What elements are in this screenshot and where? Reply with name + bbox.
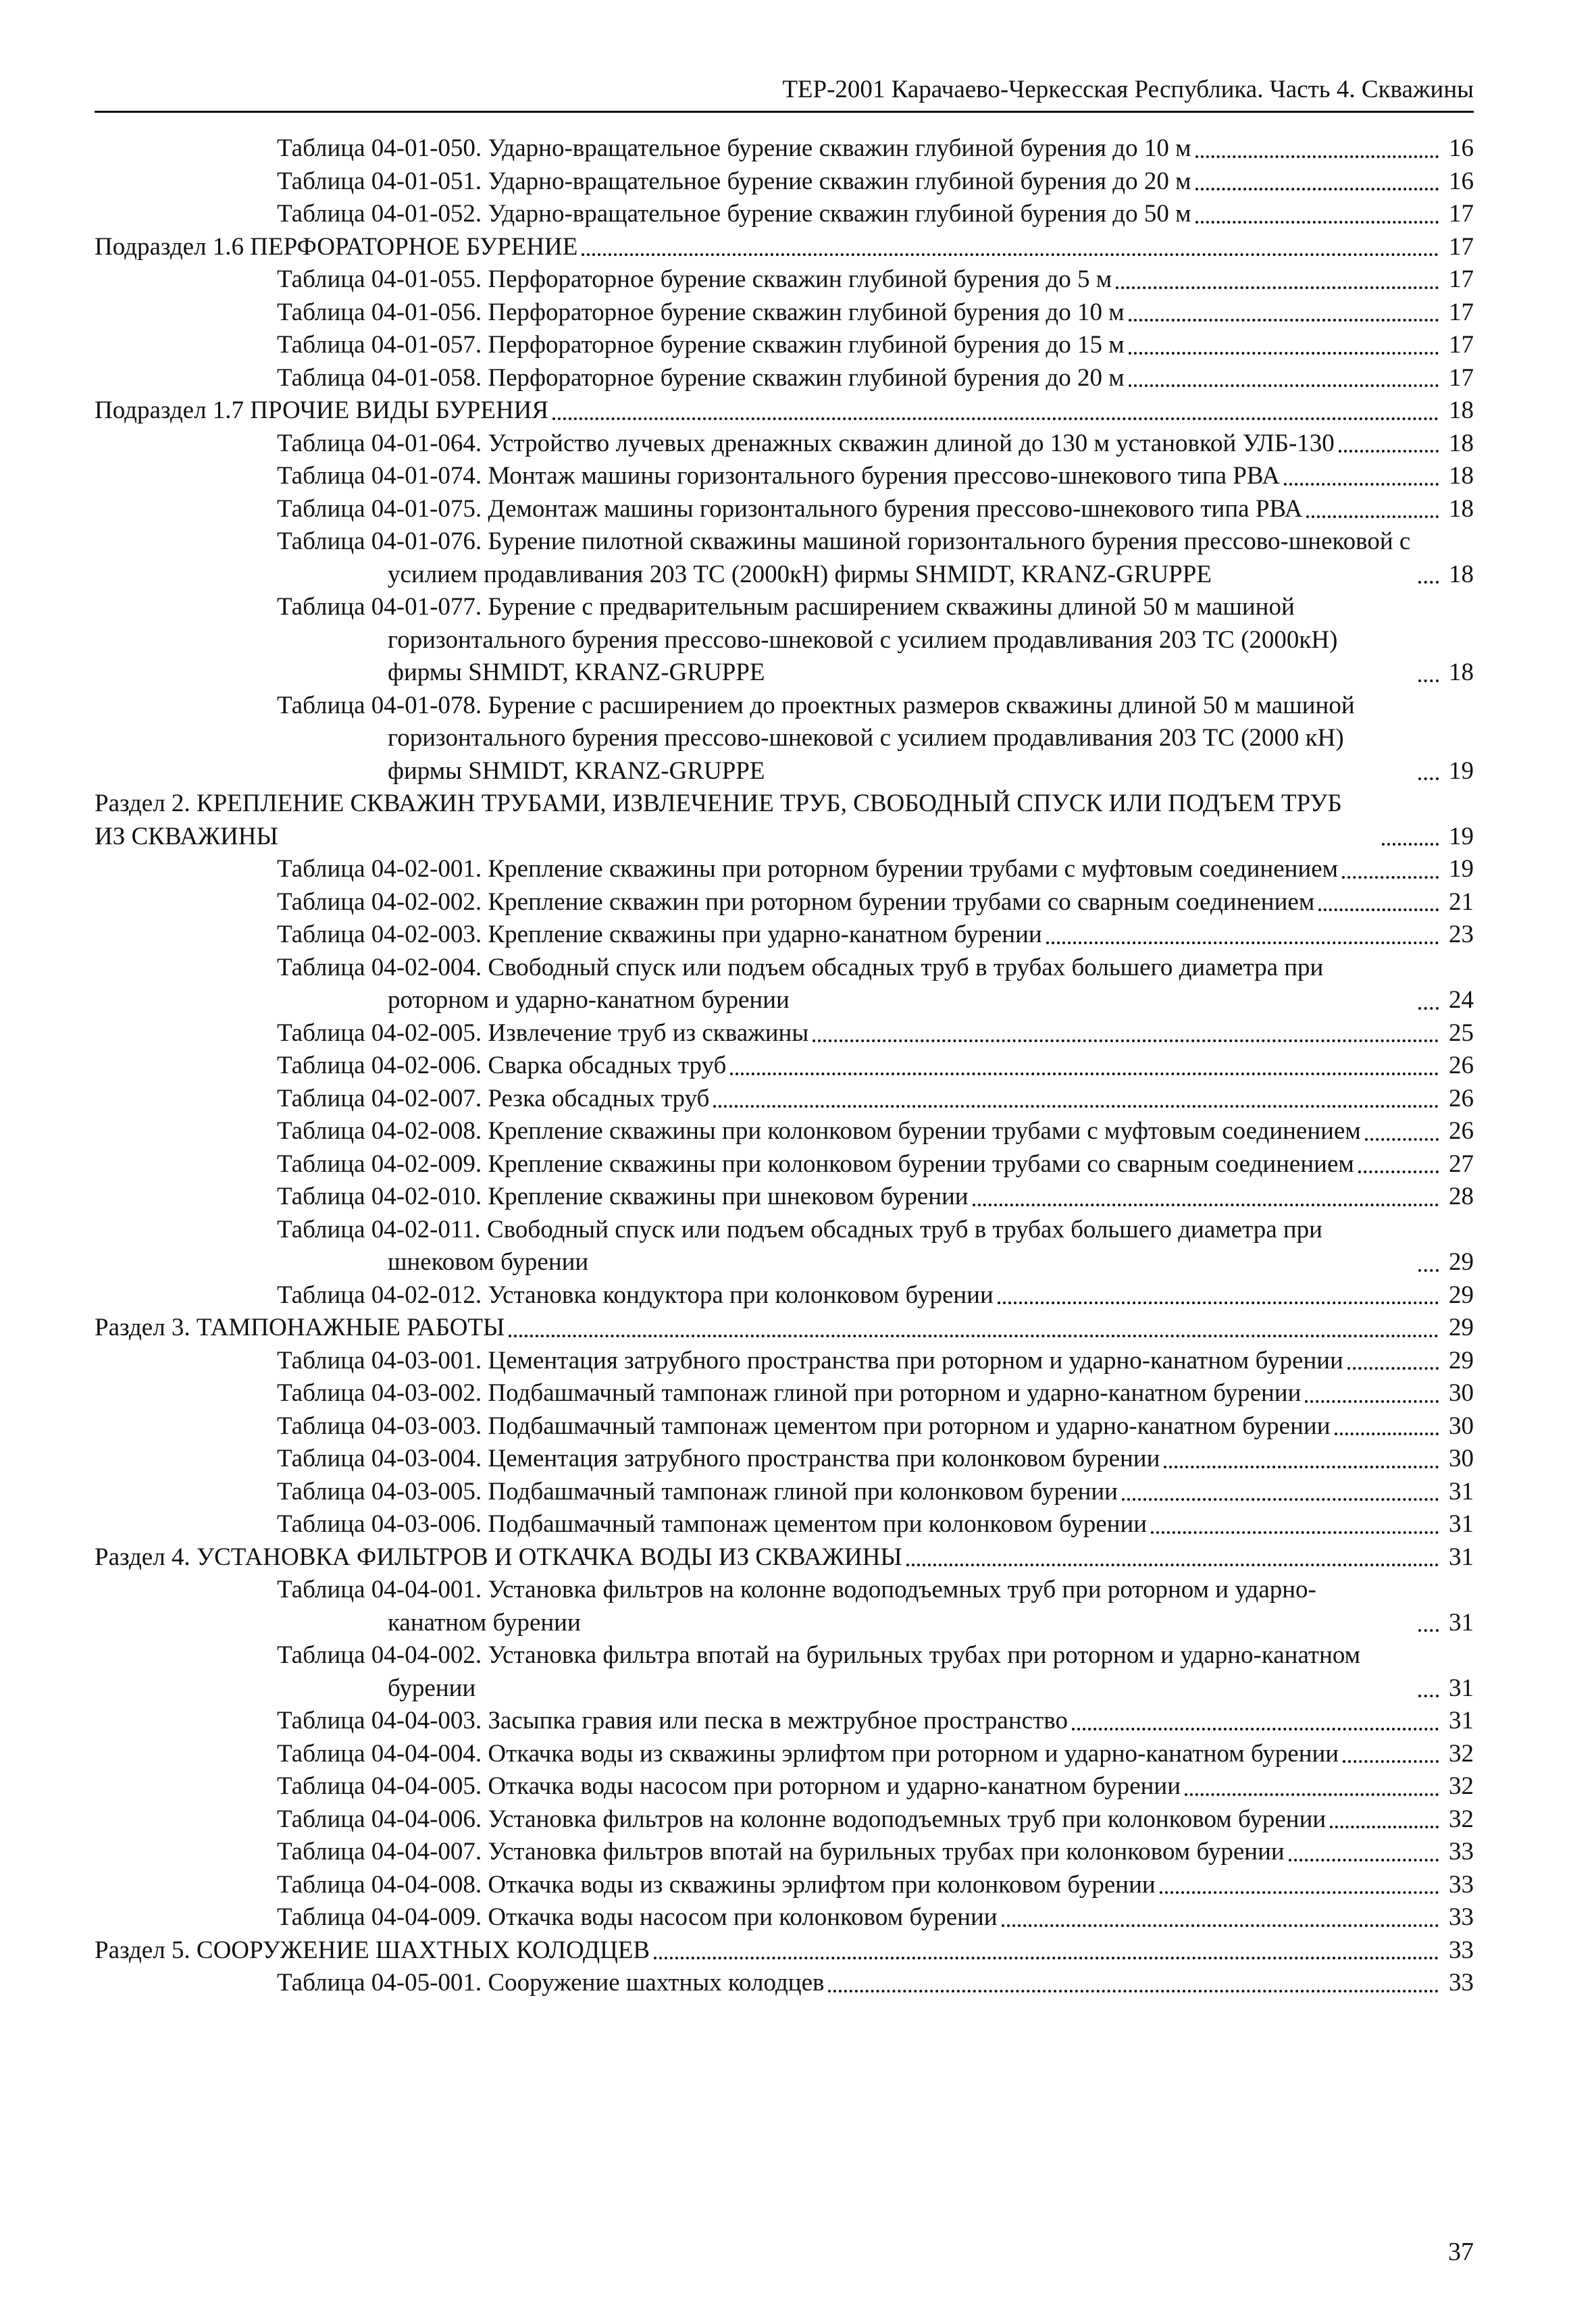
toc-entry-page: 29 xyxy=(1449,1314,1474,1341)
toc-entry-page: 33 xyxy=(1449,1838,1474,1866)
toc-entry-page: 31 xyxy=(1449,1543,1474,1571)
toc-entry-title: Таблица 04-04-006. Установка фильтров на колонне водоподъемных труб при колонковом бурении xyxy=(277,1805,1327,1833)
toc-entry-page: 18 xyxy=(1449,560,1474,588)
dot-leader xyxy=(1305,1400,1439,1403)
toc-entry-title: Таблица 04-02-012. Установка кондуктора при колонковом бурении xyxy=(277,1281,994,1309)
toc-entry-page: 31 xyxy=(1449,1674,1474,1702)
dot-leader xyxy=(1343,1760,1439,1763)
dot-leader xyxy=(1151,1531,1439,1534)
toc-entry-title: Таблица 04-04-003. Засыпка гравия или песка в межтрубное пространство xyxy=(277,1707,1068,1734)
toc-entry-title: Таблица 04-04-004. Откачка воды из скважины эрлифтом при роторном и ударно-канатном бурении xyxy=(277,1739,1339,1768)
toc-section-entry[interactable] xyxy=(95,1934,1474,1968)
toc-table-entry[interactable] xyxy=(95,1115,1474,1148)
toc-entry-page: 17 xyxy=(1449,200,1474,228)
toc-entry-title: Раздел 5. СООРУЖЕНИЕ ШАХТНЫХ КОЛОДЦЕВ xyxy=(95,1936,650,1964)
toc-entry-page: 31 xyxy=(1449,1608,1474,1637)
toc-entry-title: Таблица 04-01-074. Монтаж машины горизонтального бурения прессово-шнекового типа РВА xyxy=(277,462,1280,490)
toc-entry-title: Таблица 04-05-001. Сооружение шахтных колодцев xyxy=(277,1969,825,1997)
toc-entry-title: Раздел 3. ТАМПОНАЖНЫЕ РАБОТЫ xyxy=(95,1314,505,1341)
toc-table-entry[interactable] xyxy=(95,1345,1474,1378)
dot-leader xyxy=(1418,581,1439,584)
toc-entry-page: 17 xyxy=(1449,331,1474,359)
dot-leader xyxy=(1418,777,1439,780)
toc-table-entry[interactable] xyxy=(95,1279,1474,1312)
dot-leader xyxy=(1289,1859,1439,1861)
toc-entry-title: Таблица 04-04-002. Установка фильтра впотай на бурильных трубах при роторном и ударно-канатном бурении xyxy=(277,1641,1361,1702)
dot-leader xyxy=(654,1957,1439,1959)
toc-entry-title: Таблица 04-01-057. Перфораторное бурение скважин глубиной бурения до 15 м xyxy=(277,331,1125,359)
toc-entry-title: Таблица 04-02-011. Свободный спуск или подъем обсадных труб в трубах большего диаметра при шнековом бурении xyxy=(277,1215,1322,1276)
toc-table-entry[interactable] xyxy=(95,853,1474,886)
dot-leader xyxy=(1382,843,1439,846)
dot-leader xyxy=(1347,1367,1439,1370)
toc-entry-page: 32 xyxy=(1449,1805,1474,1833)
toc-table-entry[interactable] xyxy=(95,1574,1474,1639)
dot-leader xyxy=(1330,1826,1439,1828)
dot-leader xyxy=(1164,1466,1439,1468)
toc-entry-title: Раздел 2. КРЕПЛЕНИЕ СКВАЖИН ТРУБАМИ, ИЗВЛЕЧЕНИЕ ТРУБ, СВОБОДНЫЙ СПУСК ИЛИ ПОДЪЕМ ТРУБ ИЗ СКВАЖИНЫ xyxy=(95,790,1342,850)
toc-entry-page: 21 xyxy=(1449,888,1474,916)
toc-entry-title: Таблица 04-01-051. Ударно-вращательное бурение скважин глубиной бурения до 20 м xyxy=(277,167,1191,195)
dot-leader xyxy=(1418,1007,1439,1010)
dot-leader xyxy=(1418,1629,1439,1632)
toc-table-entry[interactable] xyxy=(95,1377,1474,1410)
dot-leader xyxy=(1358,1171,1439,1173)
toc-table-entry[interactable] xyxy=(95,1508,1474,1541)
toc-table-entry[interactable] xyxy=(95,1770,1474,1803)
toc-entry-title: Таблица 04-03-003. Подбашмачный тампонаж цементом при роторном и ударно-канатном бурении xyxy=(277,1412,1331,1440)
toc-table-entry[interactable] xyxy=(95,198,1474,231)
toc-table-entry[interactable] xyxy=(95,165,1474,199)
running-header: ТЕР-2001 Карачаево-Черкесская Республика. Часть 4. Скважины xyxy=(782,76,1474,103)
toc-table-entry[interactable] xyxy=(95,1803,1474,1836)
dot-leader xyxy=(828,1990,1439,1992)
toc-table-entry[interactable] xyxy=(95,1214,1474,1279)
toc-table-entry[interactable] xyxy=(95,1836,1474,1869)
toc-table-entry[interactable] xyxy=(95,297,1474,330)
toc-table-entry[interactable] xyxy=(95,1967,1474,2000)
toc-entry-page: 24 xyxy=(1449,986,1474,1014)
toc-table-entry[interactable] xyxy=(95,886,1474,919)
dot-leader xyxy=(509,1335,1439,1337)
toc-entry-title: Таблица 04-02-003. Крепление скважины при ударно-канатном бурении xyxy=(277,921,1042,948)
toc-entry-page: 29 xyxy=(1449,1346,1474,1374)
toc-table-entry[interactable] xyxy=(95,460,1474,493)
toc-table-entry[interactable] xyxy=(95,132,1474,165)
dot-leader xyxy=(582,253,1439,256)
toc-entry-title: Таблица 04-01-064. Устройство лучевых дренажных скважин длиной до 130 м установкой УЛБ-130 xyxy=(277,429,1335,457)
toc-entry-title: Таблица 04-04-008. Откачка воды из скважины эрлифтом при колонковом бурении xyxy=(277,1870,1156,1899)
dot-leader xyxy=(1195,221,1439,224)
toc-entry-page: 29 xyxy=(1449,1248,1474,1276)
toc-table-entry[interactable] xyxy=(95,1901,1474,1934)
toc-entry-title: Таблица 04-03-002. Подбашмачный тампонаж глиной при роторном и ударно-канатном бурении xyxy=(277,1379,1302,1407)
toc-entry-page: 30 xyxy=(1449,1445,1474,1472)
toc-entry-page: 17 xyxy=(1449,363,1474,392)
toc-entry-title: Таблица 04-02-008. Крепление скважины при колонковом бурении трубами с муфтовым соединением xyxy=(277,1117,1361,1145)
toc-entry-title: Таблица 04-04-007. Установка фильтров впотай на бурильных трубах при колонковом бурении xyxy=(277,1838,1285,1866)
toc-table-entry[interactable] xyxy=(95,329,1474,362)
toc-entry-page: 27 xyxy=(1449,1150,1474,1178)
dot-leader xyxy=(1339,450,1439,453)
toc-entry-page: 18 xyxy=(1449,494,1474,523)
toc-table-entry[interactable] xyxy=(95,1148,1474,1181)
toc-entry-page: 17 xyxy=(1449,232,1474,261)
toc-entry-page: 32 xyxy=(1449,1739,1474,1768)
toc-entry-title: Таблица 04-02-001. Крепление скважины при роторном бурении трубами с муфтовым соединением xyxy=(277,855,1339,883)
dot-leader xyxy=(1160,1891,1439,1894)
toc-entry-title: Таблица 04-02-004. Свободный спуск или подъем обсадных труб в трубах большего диаметра при роторном и ударно-канатном бурении xyxy=(277,953,1324,1014)
page-number: 37 xyxy=(1448,2238,1474,2266)
toc-entry-page: 18 xyxy=(1449,462,1474,490)
dot-leader xyxy=(906,1564,1439,1566)
toc-table-entry[interactable] xyxy=(95,1738,1474,1771)
toc-table-entry[interactable] xyxy=(95,591,1474,690)
toc-entry-page: 31 xyxy=(1449,1707,1474,1734)
toc-entry-title: Подраздел 1.7 ПРОЧИЕ ВИДЫ БУРЕНИЯ xyxy=(95,396,549,424)
dot-leader xyxy=(1342,876,1439,879)
dot-leader xyxy=(552,417,1439,420)
toc-entry-title: Таблица 04-02-006. Сварка обсадных труб xyxy=(277,1052,727,1079)
table-of-contents xyxy=(95,132,1474,2000)
toc-table-entry[interactable] xyxy=(95,428,1474,461)
toc-entry-title: Таблица 04-01-076. Бурение пилотной скважины машиной горизонтального бурения прессово-шнековой с усилием продавливания 203 ТС (2000кН) фирмы SHMIDT, KRANZ-GRUPPE xyxy=(277,528,1411,588)
dot-leader xyxy=(1365,1138,1439,1141)
toc-entry-page: 26 xyxy=(1449,1117,1474,1145)
toc-section-entry[interactable] xyxy=(95,788,1474,853)
dot-leader xyxy=(1046,942,1439,944)
toc-table-entry[interactable] xyxy=(95,690,1474,788)
dot-leader xyxy=(1122,1498,1439,1501)
dot-leader xyxy=(1195,188,1439,190)
toc-entry-page: 26 xyxy=(1449,1084,1474,1112)
dot-leader xyxy=(1002,1924,1439,1927)
toc-table-entry[interactable] xyxy=(95,525,1474,591)
dot-leader xyxy=(1129,384,1439,387)
toc-entry-title: Таблица 04-04-009. Откачка воды насосом при колонковом бурении xyxy=(277,1903,998,1931)
toc-subsection-entry[interactable] xyxy=(95,231,1474,264)
toc-entry-page: 18 xyxy=(1449,396,1474,424)
dot-leader xyxy=(1195,155,1439,158)
toc-entry-title: Таблица 04-02-009. Крепление скважины при колонковом бурении трубами со сварным соединением xyxy=(277,1150,1354,1178)
toc-table-entry[interactable] xyxy=(95,1410,1474,1443)
toc-entry-page: 17 xyxy=(1449,298,1474,326)
dot-leader xyxy=(1116,286,1439,289)
toc-table-entry[interactable] xyxy=(95,1476,1474,1509)
toc-table-entry[interactable] xyxy=(95,1050,1474,1083)
toc-entry-title: Раздел 4. УСТАНОВКА ФИЛЬТРОВ И ОТКАЧКА ВОДЫ ИЗ СКВАЖИНЫ xyxy=(95,1543,902,1571)
dot-leader xyxy=(1418,679,1439,682)
dot-leader xyxy=(1129,352,1439,355)
toc-entry-title: Таблица 04-04-001. Установка фильтров на колонне водоподъемных труб при роторном и ударно-канатном бурении xyxy=(277,1576,1316,1637)
toc-table-entry[interactable] xyxy=(95,1639,1474,1705)
dot-leader xyxy=(973,1204,1439,1206)
dot-leader xyxy=(1418,1269,1439,1272)
toc-entry-page: 25 xyxy=(1449,1019,1474,1047)
toc-entry-page: 19 xyxy=(1449,756,1474,785)
toc-table-entry[interactable] xyxy=(95,1869,1474,1902)
toc-table-entry[interactable] xyxy=(95,1017,1474,1050)
dot-leader xyxy=(813,1039,1439,1042)
toc-entry-page: 18 xyxy=(1449,659,1474,686)
toc-entry-page: 18 xyxy=(1449,429,1474,457)
toc-entry-page: 19 xyxy=(1449,855,1474,883)
toc-entry-title: Таблица 04-04-005. Откачка воды насосом при роторном и ударно-канатном бурении xyxy=(277,1772,1181,1800)
toc-entry-page: 16 xyxy=(1449,167,1474,195)
toc-entry-page: 33 xyxy=(1449,1903,1474,1931)
toc-entry-title: Таблица 04-01-058. Перфораторное бурение скважин глубиной бурения до 20 м xyxy=(277,363,1125,392)
toc-subsection-entry[interactable] xyxy=(95,394,1474,428)
toc-entry-page: 28 xyxy=(1449,1183,1474,1210)
toc-entry-page: 19 xyxy=(1449,822,1474,850)
toc-entry-page: 30 xyxy=(1449,1412,1474,1440)
dot-leader xyxy=(1284,483,1439,486)
toc-table-entry[interactable] xyxy=(95,919,1474,952)
toc-entry-title: Таблица 04-03-005. Подбашмачный тампонаж глиной при колонковом бурении xyxy=(277,1477,1118,1506)
toc-table-entry[interactable] xyxy=(95,1443,1474,1476)
toc-entry-page: 33 xyxy=(1449,1936,1474,1964)
toc-section-entry[interactable] xyxy=(95,1312,1474,1345)
toc-entry-page: 32 xyxy=(1449,1772,1474,1800)
toc-entry-title: Таблица 04-02-005. Извлечение труб из скважины xyxy=(277,1019,809,1047)
toc-entry-title: Таблица 04-01-075. Демонтаж машины горизонтального бурения прессово-шнекового типа РВА xyxy=(277,494,1303,523)
toc-table-entry[interactable] xyxy=(95,1705,1474,1738)
toc-entry-title: Таблица 04-01-050. Ударно-вращательное бурение скважин глубиной бурения до 10 м xyxy=(277,134,1191,162)
dot-leader xyxy=(1318,908,1439,911)
dot-leader xyxy=(1418,1695,1439,1697)
dot-leader xyxy=(1335,1433,1439,1435)
dot-leader xyxy=(1129,319,1439,322)
toc-entry-page: 26 xyxy=(1449,1052,1474,1079)
toc-entry-title: Таблица 04-01-055. Перфораторное бурение скважин глубиной бурения до 5 м xyxy=(277,265,1112,293)
dot-leader xyxy=(998,1302,1439,1304)
toc-entry-title: Таблица 04-01-077. Бурение с предварительным расширением скважины длиной 50 м машиной горизонтального бурения прессово-шнековой с усилием продавливания 203 ТС (2000кН) фирмы SHMIDT, KRANZ-GRUPPE xyxy=(277,593,1338,686)
toc-entry-page: 33 xyxy=(1449,1969,1474,1997)
toc-entry-page: 31 xyxy=(1449,1510,1474,1538)
dot-leader xyxy=(1072,1728,1439,1730)
toc-entry-title: Таблица 04-01-078. Бурение с расширением до проектных размеров скважины длиной 50 м машиной горизонтального бурения прессово-шнековой с усилием продавливания 203 ТС (2000 кН) фирмы SHMIDT, KRANZ-GRUPPE xyxy=(277,691,1355,785)
toc-table-entry[interactable] xyxy=(95,1083,1474,1116)
toc-entry-page: 23 xyxy=(1449,921,1474,948)
toc-entry-page: 29 xyxy=(1449,1281,1474,1309)
toc-entry-title: Таблица 04-03-004. Цементация затрубного пространства при колонковом бурении xyxy=(277,1445,1160,1472)
toc-entry-title: Таблица 04-03-006. Подбашмачный тампонаж цементом при колонковом бурении xyxy=(277,1510,1148,1538)
toc-entry-page: 33 xyxy=(1449,1870,1474,1899)
toc-section-entry[interactable] xyxy=(95,1541,1474,1574)
toc-entry-title: Подраздел 1.6 ПЕРФОРАТОРНОЕ БУРЕНИЕ xyxy=(95,232,578,261)
toc-entry-page: 30 xyxy=(1449,1379,1474,1407)
toc-entry-title: Таблица 04-02-002. Крепление скважин при роторном бурении трубами со сварным соединением xyxy=(277,888,1315,916)
dot-leader xyxy=(730,1073,1439,1075)
toc-table-entry[interactable] xyxy=(95,1181,1474,1214)
toc-table-entry[interactable] xyxy=(95,952,1474,1017)
toc-entry-page: 31 xyxy=(1449,1477,1474,1506)
toc-table-entry[interactable] xyxy=(95,362,1474,395)
toc-table-entry[interactable] xyxy=(95,493,1474,526)
toc-entry-title: Таблица 04-02-007. Резка обсадных труб xyxy=(277,1084,710,1112)
toc-entry-title: Таблица 04-01-056. Перфораторное бурение скважин глубиной бурения до 10 м xyxy=(277,298,1125,326)
toc-table-entry[interactable] xyxy=(95,263,1474,297)
dot-leader xyxy=(1306,515,1439,518)
toc-entry-page: 16 xyxy=(1449,134,1474,162)
toc-entry-title: Таблица 04-02-010. Крепление скважины при шнековом бурении xyxy=(277,1183,969,1210)
dot-leader xyxy=(713,1105,1439,1108)
toc-entry-title: Таблица 04-03-001. Цементация затрубного пространства при роторном и ударно-канатном бурении xyxy=(277,1346,1343,1374)
header-rule xyxy=(95,111,1474,113)
toc-entry-title: Таблица 04-01-052. Ударно-вращательное бурение скважин глубиной бурения до 50 м xyxy=(277,200,1191,228)
toc-entry-page: 17 xyxy=(1449,265,1474,293)
dot-leader xyxy=(1185,1793,1439,1796)
